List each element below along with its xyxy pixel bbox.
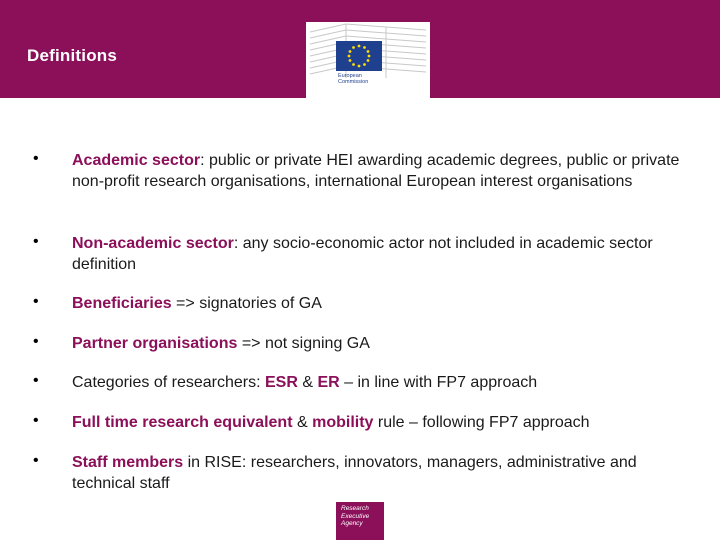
definition: in RISE: researchers, innovators, managers, administrative and technical staff [72, 454, 637, 492]
term: Academic sector [72, 152, 201, 169]
definition: => signatories of GA [171, 295, 322, 312]
bullet-icon: • [33, 412, 39, 429]
term: ESR [264, 374, 298, 391]
term: ER [317, 374, 340, 391]
bullet-text [72, 293, 702, 314]
logo-text-line: Commission [338, 79, 369, 86]
rea-logo-text [341, 505, 369, 528]
definition: & [292, 414, 313, 431]
definition: & [297, 374, 318, 391]
term: Non-academic sector [72, 235, 234, 252]
logo-text-line: Executive [341, 512, 370, 520]
term: Beneficiaries [72, 295, 172, 312]
definition: : any socio-economic actor not included in academic sector definition [72, 235, 653, 273]
logo-text-line: Research [341, 505, 369, 512]
term: Staff members [72, 454, 184, 471]
logo-text-line: Agency [341, 520, 363, 527]
bullet-icon: • [33, 293, 39, 310]
definition: rule – following FP7 approach [373, 414, 590, 431]
bullet-icon: • [33, 372, 39, 389]
page-title: Definitions [27, 46, 118, 65]
definition: => not signing GA [237, 335, 370, 352]
term: mobility [312, 414, 374, 431]
bullet-text [72, 150, 702, 192]
bullet-icon: • [33, 233, 39, 250]
definition: – in line with FP7 approach [339, 374, 538, 391]
bullet-text [72, 333, 702, 354]
bullet-text [72, 412, 702, 433]
bullet-text [72, 452, 702, 494]
bullet-text [72, 233, 702, 275]
bullet-text [72, 372, 702, 393]
term: Full time research equivalent [72, 414, 293, 431]
research-executive-agency-logo [336, 502, 384, 540]
bullet-icon: • [33, 333, 39, 350]
term: Partner organisations [72, 335, 238, 352]
bullet-icon: • [33, 452, 39, 469]
logo-text-line: European [338, 73, 362, 79]
definition: Categories of researchers: [72, 374, 265, 391]
bullet-icon: • [33, 150, 39, 167]
definition: : public or private HEI awarding academic degrees, public or private non-profit research organisations, international European interest organisations [72, 152, 680, 190]
